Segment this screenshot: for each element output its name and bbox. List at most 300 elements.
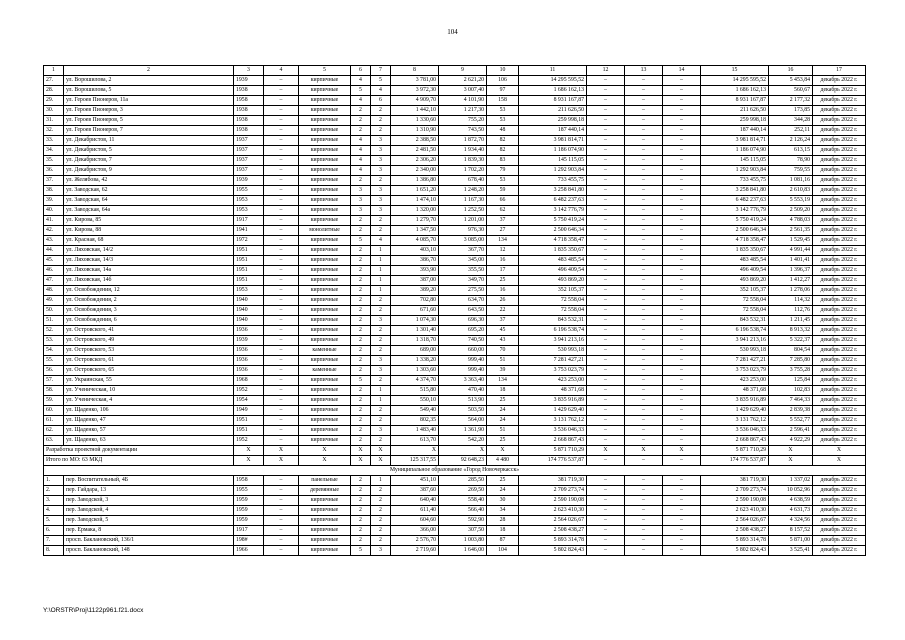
table-cell: X	[264, 446, 299, 456]
table-cell: 1951	[234, 416, 264, 426]
table-cell: 740,50	[439, 336, 487, 346]
table-cell: –	[663, 456, 701, 466]
table-cell: –	[264, 236, 299, 246]
table-row	[44, 366, 866, 376]
table-cell: –	[625, 456, 663, 466]
table-cell: 1939	[234, 76, 264, 86]
table-cell: 564,00	[439, 416, 487, 426]
table-cell: 550,10	[391, 396, 439, 406]
table-cell: –	[264, 476, 299, 486]
table-cell: –	[264, 246, 299, 256]
table-cell: 62.	[44, 426, 64, 436]
table-cell: 843 532,31	[701, 316, 769, 326]
column-number-cell: 11	[519, 66, 587, 76]
table-cell: 2	[351, 276, 371, 286]
table-cell: 592,90	[439, 516, 487, 526]
table-cell: 158	[487, 96, 519, 106]
table-cell: 5 871,00	[769, 536, 813, 546]
table-cell: 45.	[44, 256, 64, 266]
table-cell: 32.	[44, 126, 64, 136]
table-cell: –	[625, 286, 663, 296]
table-cell: –	[625, 256, 663, 266]
table-cell: 2	[351, 356, 371, 366]
table-cell: 2 590 190,08	[701, 496, 769, 506]
table-cell: 4 324,56	[769, 516, 813, 526]
table-cell: 72 558,04	[701, 296, 769, 306]
table-cell: кирпичные	[299, 216, 351, 226]
table-cell: –	[264, 146, 299, 156]
column-number-cell: 2	[64, 66, 234, 76]
table-cell: 3 525,41	[769, 546, 813, 556]
table-cell: –	[264, 356, 299, 366]
table-cell: пер. Гайдара, 13	[64, 486, 234, 496]
table-cell: 345,00	[439, 256, 487, 266]
table-cell: декабрь 2022 г.	[813, 206, 866, 216]
table-cell: 33.	[44, 136, 64, 146]
table-row	[44, 286, 866, 296]
table-cell: кирпичные	[299, 136, 351, 146]
table-cell: ул. Ляховская, 14/2	[64, 246, 234, 256]
table-cell: 671,60	[391, 306, 439, 316]
table-cell: 1	[371, 386, 391, 396]
table-cell: декабрь 2022 г.	[813, 506, 866, 516]
table-cell: ул. Желябова, 42	[64, 176, 234, 186]
table-cell: 43.	[44, 236, 64, 246]
table-cell: декабрь 2022 г.	[813, 276, 866, 286]
table-row	[44, 176, 866, 186]
table-cell: кирпичные	[299, 96, 351, 106]
table-cell: –	[587, 406, 625, 416]
table-cell: 2	[351, 386, 371, 396]
table-cell: 3	[371, 206, 391, 216]
table-cell: –	[625, 326, 663, 336]
table-cell: –	[663, 406, 701, 416]
table-cell: 2	[351, 246, 371, 256]
table-cell: –	[264, 126, 299, 136]
table-cell: 40.	[44, 206, 64, 216]
table-cell: –	[663, 416, 701, 426]
table-cell: 5.	[44, 516, 64, 526]
table-cell: –	[663, 276, 701, 286]
table-cell: –	[587, 76, 625, 86]
table-cell: 3 258 841,80	[519, 186, 587, 196]
table-cell: –	[663, 426, 701, 436]
table-cell: 1939	[234, 176, 264, 186]
table-cell: ул. Ляховская, 14а	[64, 266, 234, 276]
table-cell: 125 317,55	[391, 456, 439, 466]
table-cell: ул. Декабристов, 7	[64, 156, 234, 166]
table-cell: 187 440,14	[519, 126, 587, 136]
table-cell: –	[264, 276, 299, 286]
table-cell: 1966	[234, 546, 264, 556]
table-cell: 8 931 167,87	[701, 96, 769, 106]
table-cell: 3 536 046,33	[519, 426, 587, 436]
table-cell: –	[264, 76, 299, 86]
table-cell: –	[264, 206, 299, 216]
column-number-cell: 9	[439, 66, 487, 76]
table-cell: 30	[487, 496, 519, 506]
table-cell: 1	[371, 396, 391, 406]
table-cell: 387,60	[391, 486, 439, 496]
table-cell: пер. Заводской, 4	[64, 506, 234, 516]
table-cell: 613,70	[391, 436, 439, 446]
table-cell: 72 558,04	[519, 306, 587, 316]
table-cell: 2	[371, 336, 391, 346]
table-cell: 366,00	[391, 526, 439, 536]
table-cell: 389,20	[391, 286, 439, 296]
column-number-cell: 5	[299, 66, 351, 76]
table-cell: 1 412,27	[769, 276, 813, 286]
table-cell: –	[264, 296, 299, 306]
table-cell: 1 201,00	[439, 216, 487, 226]
table-cell: –	[264, 406, 299, 416]
table-cell: кирпичные	[299, 206, 351, 216]
table-cell: 18	[487, 386, 519, 396]
table-cell: декабрь 2022 г.	[813, 76, 866, 86]
table-cell: –	[587, 256, 625, 266]
table-cell: кирпичные	[299, 286, 351, 296]
table-cell: 678,40	[439, 176, 487, 186]
table-cell: X	[234, 456, 264, 466]
table-cell: 25	[487, 436, 519, 446]
table-cell: 2	[371, 506, 391, 516]
table-cell: ул. Героев Пионеров, 7	[64, 126, 234, 136]
table-cell: ул. Щаденко, 63	[64, 436, 234, 446]
table-cell: 2 500 646,34	[519, 226, 587, 236]
table-cell: 2	[371, 176, 391, 186]
table-cell: –	[587, 456, 625, 466]
table-cell: 1959	[234, 496, 264, 506]
table-cell: 2	[371, 346, 391, 356]
table-cell: 50.	[44, 306, 64, 316]
table-cell: X	[351, 446, 371, 456]
table-cell: 1 442,10	[391, 106, 439, 116]
table-cell: 49.	[44, 296, 64, 306]
table-cell: декабрь 2022 г.	[813, 186, 866, 196]
table-cell: 1939	[234, 336, 264, 346]
table-cell: 5 552,77	[769, 416, 813, 426]
table-cell: 3 536 046,33	[701, 426, 769, 436]
table-cell: 1951	[234, 276, 264, 286]
table-cell: X	[351, 456, 371, 466]
table-cell: 660,00	[439, 346, 487, 356]
table-cell: –	[264, 136, 299, 146]
column-number-cell: 13	[625, 66, 663, 76]
table-cell: 1 211,45	[769, 316, 813, 326]
table-cell: 104	[487, 546, 519, 556]
table-cell: декабрь 2022 г.	[813, 226, 866, 236]
table-cell: 92 648,23	[439, 456, 487, 466]
table-cell: кирпичные	[299, 236, 351, 246]
table-cell: 493 869,20	[519, 276, 587, 286]
table-cell: 7 464,33	[769, 396, 813, 406]
table-cell: ул. Ученическая, 10	[64, 386, 234, 396]
table-cell: декабрь 2022 г.	[813, 426, 866, 436]
table-cell: –	[264, 416, 299, 426]
table-cell: ул. Героев Пионеров, 5	[64, 116, 234, 126]
table-row	[44, 516, 866, 526]
table-cell: кирпичные	[299, 156, 351, 166]
table-cell: ул. Заводская, 62	[64, 186, 234, 196]
table-cell: 2	[351, 526, 371, 536]
column-number-cell: 15	[701, 66, 769, 76]
table-cell: 1968	[234, 376, 264, 386]
table-cell: 386,70	[391, 256, 439, 266]
table-cell: 3	[371, 356, 391, 366]
table-cell: –	[264, 286, 299, 296]
table-cell: 61.	[44, 416, 64, 426]
table-cell: 2	[371, 516, 391, 526]
table-cell: 5	[351, 86, 371, 96]
table-cell: 2	[351, 266, 371, 276]
table-cell: –	[663, 126, 701, 136]
table-cell: 2 839,38	[769, 406, 813, 416]
table-cell: 259 998,18	[519, 116, 587, 126]
table-cell: 1 474,10	[391, 196, 439, 206]
table-cell: 611,40	[391, 506, 439, 516]
table-cell: 45	[487, 326, 519, 336]
table-cell: кирпичные	[299, 246, 351, 256]
table-cell: ул. Островского, 53	[64, 346, 234, 356]
table-cell: 1972	[234, 236, 264, 246]
table-cell: –	[663, 246, 701, 256]
table-cell: 259 998,18	[701, 116, 769, 126]
table-cell: X	[769, 446, 813, 456]
table-cell: –	[663, 296, 701, 306]
table-cell: 48 371,68	[701, 386, 769, 396]
table-cell: 37	[487, 316, 519, 326]
table-cell: –	[264, 96, 299, 106]
table-cell: 755,20	[439, 116, 487, 126]
table-cell: декабрь 2022 г.	[813, 126, 866, 136]
table-cell: –	[625, 416, 663, 426]
table-cell: ул. Освобождения, 6	[64, 316, 234, 326]
table-cell: 211 626,50	[519, 106, 587, 116]
table-cell: 2	[371, 526, 391, 536]
table-cell: пер. Заводской, 5	[64, 516, 234, 526]
table-cell: –	[587, 366, 625, 376]
table-cell: 43	[487, 336, 519, 346]
table-cell: 66	[487, 196, 519, 206]
table-cell: 804,54	[769, 346, 813, 356]
table-cell: 1 529,45	[769, 236, 813, 246]
table-cell: ул. Ляховская, 14б	[64, 276, 234, 286]
table-cell: 2	[371, 496, 391, 506]
table-cell: 16	[487, 256, 519, 266]
table-cell: 24	[487, 486, 519, 496]
table-cell: декабрь 2022 г.	[813, 366, 866, 376]
table-cell: 51	[487, 356, 519, 366]
table-cell: 28	[487, 516, 519, 526]
table-cell: 3 781,00	[391, 76, 439, 86]
table-cell: 4	[351, 166, 371, 176]
table-cell: 1 301,40	[391, 326, 439, 336]
table-cell: 1 651,20	[391, 186, 439, 196]
section-header-row	[44, 466, 866, 476]
table-cell: –	[264, 376, 299, 386]
table-cell: 4	[351, 146, 371, 156]
page-number: 104	[447, 28, 458, 36]
table-cell: 59	[487, 186, 519, 196]
table-cell: кирпичные	[299, 276, 351, 286]
table-cell: –	[587, 266, 625, 276]
table-cell: 7 281 427,21	[701, 356, 769, 366]
table-cell: 1953	[234, 196, 264, 206]
table-cell: кирпичные	[299, 146, 351, 156]
table-cell: 2	[351, 496, 371, 506]
table-cell: –	[587, 306, 625, 316]
table-cell: 2	[371, 376, 391, 386]
table-cell: –	[587, 86, 625, 96]
table-cell: –	[264, 436, 299, 446]
table-cell: 12	[487, 246, 519, 256]
table-cell: ул. Героев Пионеров, 11а	[64, 96, 234, 106]
table-cell: 2	[351, 106, 371, 116]
table-cell: –	[587, 346, 625, 356]
column-number-cell: 10	[487, 66, 519, 76]
table-cell: 83	[487, 156, 519, 166]
table-cell: –	[663, 286, 701, 296]
table-cell: 4 480	[487, 456, 519, 466]
table-cell: –	[663, 546, 701, 556]
table-cell: 55.	[44, 356, 64, 366]
table-cell: –	[625, 276, 663, 286]
table-cell: X	[264, 456, 299, 466]
table-cell: 1959	[234, 506, 264, 516]
table-cell: –	[625, 406, 663, 416]
table-cell: 423 253,00	[519, 376, 587, 386]
table-cell: 759,55	[769, 166, 813, 176]
table-cell: ул. Кирова, 85	[64, 216, 234, 226]
table-cell: 4	[351, 76, 371, 86]
table-row	[44, 386, 866, 396]
table-cell: –	[264, 346, 299, 356]
table-cell: 1 318,70	[391, 336, 439, 346]
table-cell: –	[663, 166, 701, 176]
table-cell: кирпичные	[299, 126, 351, 136]
table-cell: 3 753 023,79	[519, 366, 587, 376]
table-cell: 1 330,60	[391, 116, 439, 126]
table-cell: 82	[487, 136, 519, 146]
table-cell: 5 802 824,43	[701, 546, 769, 556]
table-cell: 269,50	[439, 486, 487, 496]
table-cell: 1 279,70	[391, 216, 439, 226]
table-cell: 367,70	[439, 246, 487, 256]
table-cell: 344,28	[769, 116, 813, 126]
table-cell: 1	[371, 276, 391, 286]
table-cell: 689,00	[391, 346, 439, 356]
table-cell: –	[587, 516, 625, 526]
table-cell: X	[663, 446, 701, 456]
table-cell: 2	[371, 326, 391, 336]
table-cell: 2	[351, 346, 371, 356]
table-row	[44, 376, 866, 386]
table-cell: 5 802 824,43	[519, 546, 587, 556]
table-cell: 1917	[234, 216, 264, 226]
table-cell: 634,70	[439, 296, 487, 306]
table-cell: 39	[487, 366, 519, 376]
table-cell: X	[625, 446, 663, 456]
table-cell: –	[264, 366, 299, 376]
table-cell: –	[663, 516, 701, 526]
table-cell: 1937	[234, 136, 264, 146]
table-cell: –	[625, 176, 663, 186]
table-cell: 2	[371, 126, 391, 136]
table-cell: 53	[487, 106, 519, 116]
table-cell: кирпичные	[299, 76, 351, 86]
table-row	[44, 216, 866, 226]
table-cell: декабрь 2022 г.	[813, 296, 866, 306]
table-cell: 393,90	[391, 266, 439, 276]
table-cell: 381 719,30	[519, 476, 587, 486]
table-row	[44, 146, 866, 156]
table-cell: декабрь 2022 г.	[813, 166, 866, 176]
table-cell: 3 142 776,79	[519, 206, 587, 216]
table-cell: декабрь 2022 г.	[813, 536, 866, 546]
table-cell: 1938	[234, 86, 264, 96]
table-row	[44, 426, 866, 436]
table-cell: 2	[351, 366, 371, 376]
table-cell: 16	[487, 286, 519, 296]
table-cell: ул. Ворошилова, 2	[64, 76, 234, 86]
table-cell: декабрь 2022 г.	[813, 406, 866, 416]
table-cell: –	[587, 126, 625, 136]
table-cell: X	[487, 446, 519, 456]
table-cell: 187 440,14	[701, 126, 769, 136]
table-cell: 2	[351, 516, 371, 526]
table-cell: каменные	[299, 366, 351, 376]
table-cell: монолитные	[299, 226, 351, 236]
table-cell: –	[625, 86, 663, 96]
table-cell: просп. Баклановский, 136/1	[64, 536, 234, 546]
table-cell: –	[264, 176, 299, 186]
table-cell: –	[264, 486, 299, 496]
table-row	[44, 486, 866, 496]
table-cell: –	[264, 536, 299, 546]
table-cell: 695,20	[439, 326, 487, 336]
table-cell: X	[371, 446, 391, 456]
table-cell: 2	[371, 436, 391, 446]
table-cell: 2	[371, 216, 391, 226]
table-cell: 566,40	[439, 506, 487, 516]
table-cell: 17	[487, 266, 519, 276]
table-cell: кирпичные	[299, 106, 351, 116]
table-cell: –	[587, 246, 625, 256]
table-cell: –	[264, 316, 299, 326]
table-cell: 1 338,20	[391, 356, 439, 366]
table-cell: –	[625, 96, 663, 106]
table-cell: –	[663, 196, 701, 206]
table-cell: ул. Щаденко, 47	[64, 416, 234, 426]
table-cell: –	[264, 266, 299, 276]
table-cell: 2	[371, 416, 391, 426]
table-row	[44, 206, 866, 216]
table-cell: 134	[487, 236, 519, 246]
table-cell: 5 750 419,24	[701, 216, 769, 226]
table-cell: 503,50	[439, 406, 487, 416]
table-cell: –	[264, 396, 299, 406]
table-cell: –	[264, 546, 299, 556]
table-cell: 5 553,19	[769, 196, 813, 206]
table-cell: X	[587, 446, 625, 456]
table-cell: 2 561,35	[769, 226, 813, 236]
table-cell: декабрь 2022 г.	[813, 156, 866, 166]
table-cell: декабрь 2022 г.	[813, 376, 866, 386]
table-cell: кирпичные	[299, 116, 351, 126]
table-cell: ул. Декабристов, 11	[64, 136, 234, 146]
table-cell: 1	[371, 246, 391, 256]
table-cell: –	[663, 76, 701, 86]
